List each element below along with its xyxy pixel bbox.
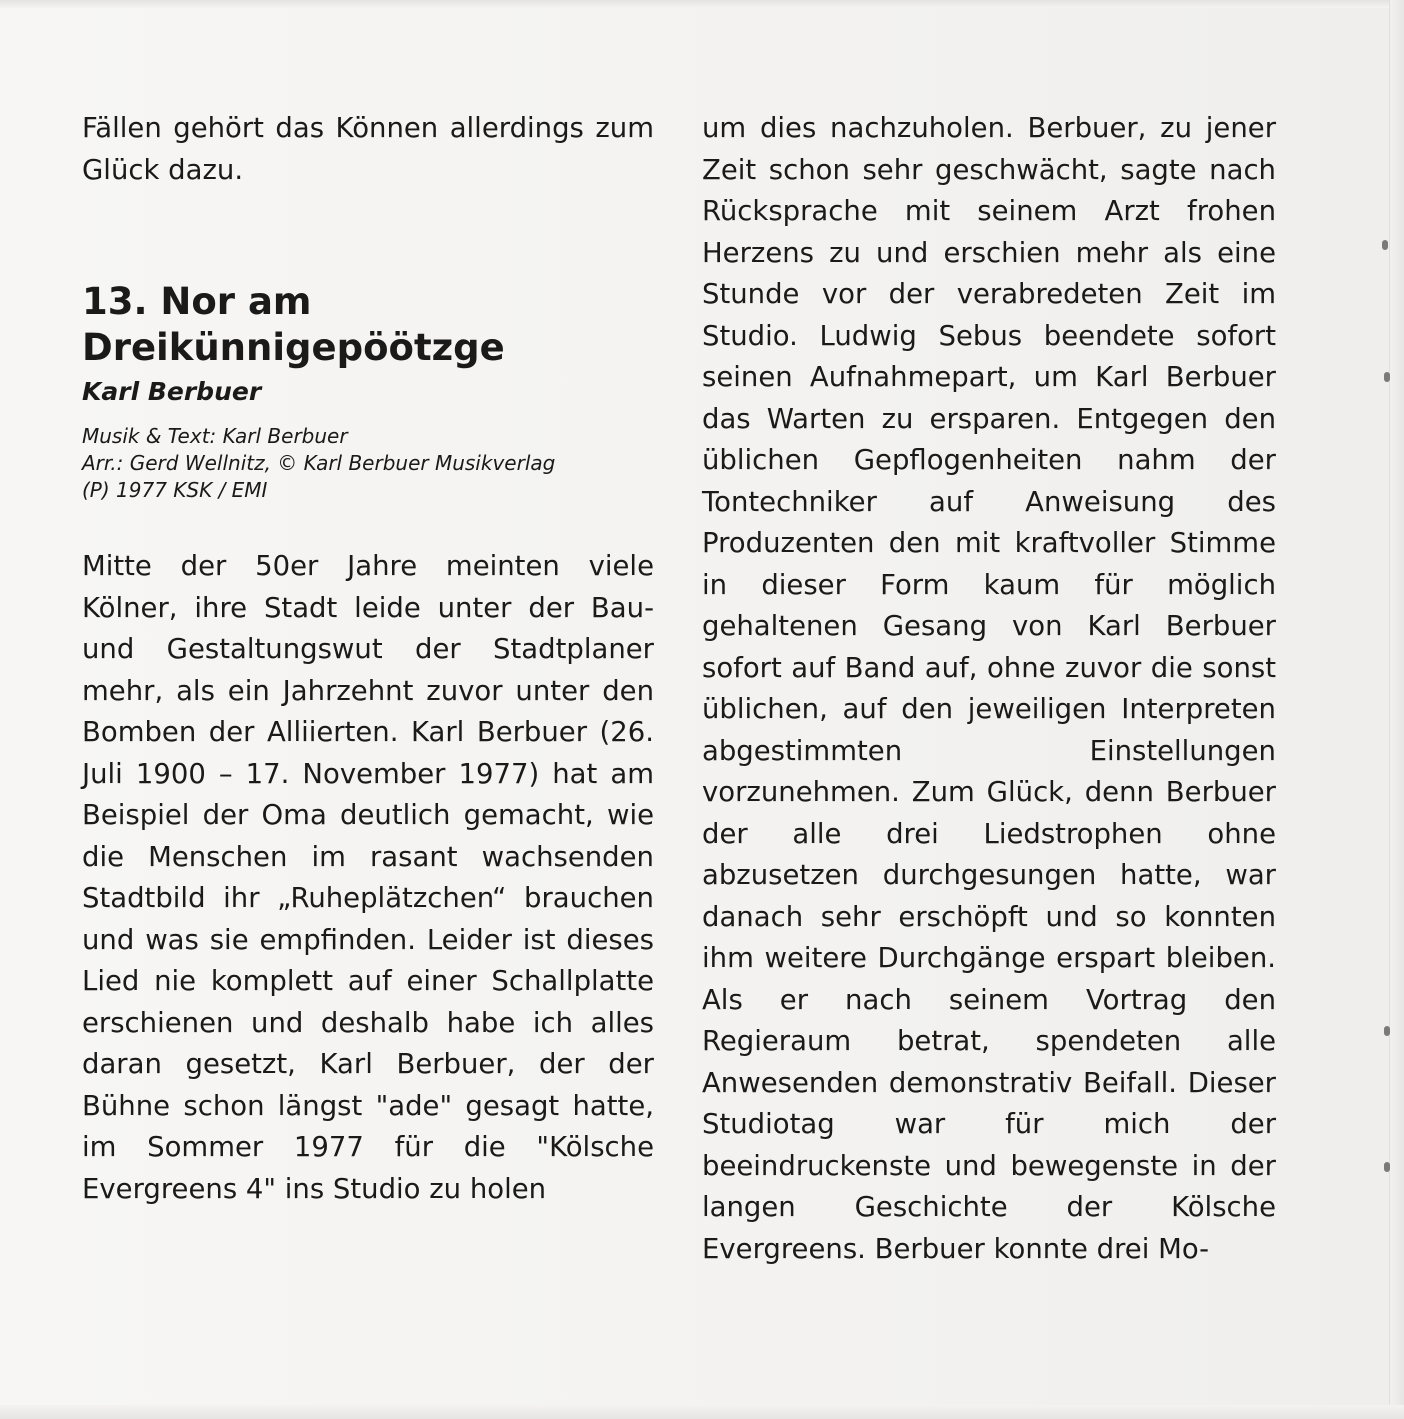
right-column: [702, 108, 1276, 1270]
intro-paragraph: Fällen gehört das Können allerdings zum Glück dazu.: [82, 112, 654, 186]
song-author: Karl Berbuer: [82, 377, 262, 406]
scan-mark: [1382, 240, 1388, 250]
credit-music-text: Musik & Text: Karl Berbuer: [82, 424, 348, 448]
song-title: [82, 279, 654, 371]
left-body-paragraph: Mitte der 50er Jahre meinten viele Kölner, ihre Stadt leide unter der Bau- und Gestaltungswut der Stadtplaner mehr, als ein Jahrzehnt zuvor unter den Bomben der Alliierten. Karl Berbuer (26. Juli 1900 – 17. November 1977) hat am Beispiel der Oma deutlich gemacht, wie die Menschen im rasant wachsenden Stadtbild ihr „Ruheplätzchen“ brauchen und was sie empfinden. Leider ist dieses Lied nie komplett auf einer Schallplatte erschienen und deshalb habe ich alles daran gesetzt, Karl Berbuer, der der Bühne schon längst "ade" gesagt hatte, im Sommer 1977 für die "Kölsche Evergreens 4" ins Studio zu holen: [82, 550, 654, 1205]
song-title-line2: Dreikünnigepöötzge: [82, 326, 505, 369]
song-title-line1: 13. Nor am: [82, 280, 312, 323]
scan-mark: [1384, 372, 1390, 382]
page-top-edge: [0, 0, 1404, 8]
scan-mark: [1384, 1026, 1390, 1036]
page-right-edge: [1389, 0, 1404, 1419]
page-bottom-edge: [0, 1405, 1404, 1419]
left-column: [82, 108, 654, 1210]
credit-phonogram: (P) 1977 KSK / EMI: [82, 478, 268, 502]
scan-mark: [1384, 1162, 1390, 1172]
right-body-paragraph: um dies nachzuholen. Berbuer, zu jener Zeit schon sehr geschwächt, sagte nach Rücksprache mit seinem Arzt frohen Herzens zu und erschien mehr als eine Stunde vor der verabredeten Zeit im Studio. Ludwig Sebus beendete sofort seinen Aufnahmepart, um Karl Berbuer das Warten zu ersparen. Entgegen den üblichen Gepflogenheiten nahm der Tontechniker auf Anweisung des Produzenten den mit kraftvoller Stimme in dieser Form kaum für möglich gehaltenen Gesang von Karl Berbuer sofort auf Band auf, ohne zuvor die sonst üblichen, auf den jeweiligen Interpreten abgestimmten Einstellungen vorzunehmen. Zum Glück, denn Berbuer der alle drei Liedstrophen ohne abzusetzen durchgesungen hatte, war danach sehr erschöpft und so konnten ihm weitere Durchgänge erspart bleiben. Als er nach seinem Vortrag den Regieraum betrat, spendeten alle Anwesenden demonstrativ Beifall. Dieser Studiotag war für mich der beeindruckenste und bewegenste in der langen Geschichte der Kölsche Evergreens. Berbuer konnte drei Mo-: [702, 112, 1276, 1265]
song-credits: [82, 423, 654, 504]
credit-arrangement: Arr.: Gerd Wellnitz, © Karl Berbuer Musikverlag: [82, 451, 556, 475]
